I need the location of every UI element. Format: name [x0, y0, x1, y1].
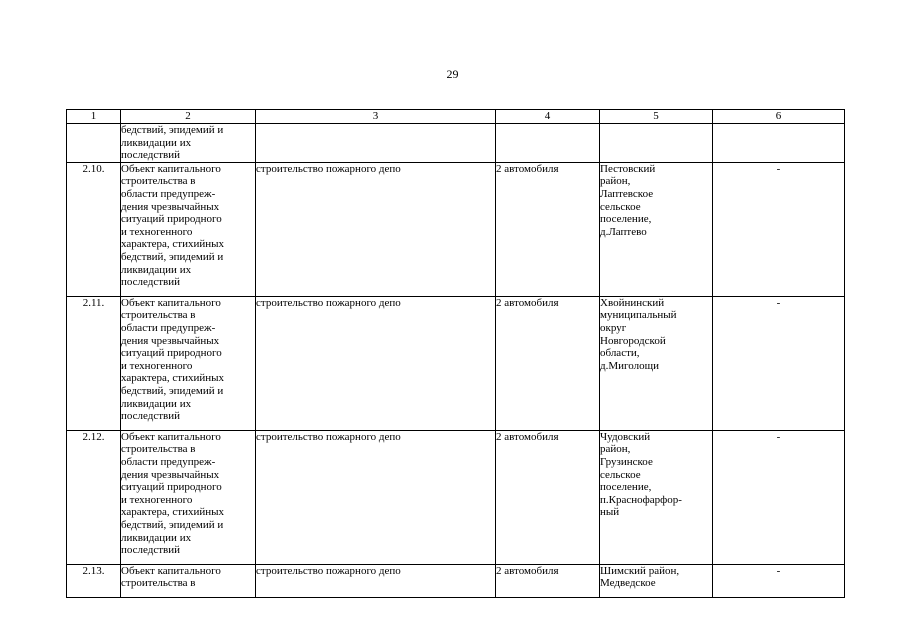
- cell-purpose: строительство пожарного депо: [256, 430, 496, 564]
- cell-purpose: строительство пожарного депо: [256, 162, 496, 296]
- cell-note: -: [713, 430, 845, 564]
- cell-location: Шимский район, Медведское: [600, 564, 713, 597]
- objects-table: [66, 109, 845, 598]
- cell-location: Чудовский район, Грузинское сельское поселение, п.Краснофарфор- ный: [600, 430, 713, 564]
- table-row: [67, 430, 845, 564]
- table-row: [67, 296, 845, 430]
- cell-number: [67, 124, 121, 163]
- cell-number: 2.11.: [67, 296, 121, 430]
- cell-object-name: Объект капитального строительства в области предупреж- дения чрезвычайных ситуаций природного и техногенного характера, стихийных бедствий, эпидемий и ликвидации их последствий: [121, 430, 256, 564]
- cell-characteristic: 2 автомобиля: [496, 564, 600, 597]
- cell-characteristic: 2 автомобиля: [496, 430, 600, 564]
- cell-note: -: [713, 162, 845, 296]
- cell-number: 2.10.: [67, 162, 121, 296]
- column-header: 4: [496, 110, 600, 124]
- cell-number: 2.12.: [67, 430, 121, 564]
- cell-location: [600, 124, 713, 163]
- cell-purpose: строительство пожарного депо: [256, 564, 496, 597]
- column-header: 1: [67, 110, 121, 124]
- cell-characteristic: [496, 124, 600, 163]
- table-header-row: [67, 110, 845, 124]
- cell-characteristic: 2 автомобиля: [496, 296, 600, 430]
- cell-note: -: [713, 564, 845, 597]
- cell-object-name: Объект капитального строительства в: [121, 564, 256, 597]
- column-header: 3: [256, 110, 496, 124]
- column-header: 2: [121, 110, 256, 124]
- table-row-continuation: [67, 124, 845, 163]
- cell-characteristic: 2 автомобиля: [496, 162, 600, 296]
- cell-note: -: [713, 296, 845, 430]
- page-number: 29: [446, 67, 459, 81]
- table-row: [67, 564, 845, 597]
- column-header: 5: [600, 110, 713, 124]
- cell-purpose: строительство пожарного депо: [256, 296, 496, 430]
- cell-object-name: бедствий, эпидемий и ликвидации их последствий: [121, 124, 256, 163]
- cell-location: Хвойнинский муниципальный округ Новгородской области, д.Миголощи: [600, 296, 713, 430]
- cell-purpose: [256, 124, 496, 163]
- column-header: 6: [713, 110, 845, 124]
- cell-number: 2.13.: [67, 564, 121, 597]
- table-row: [67, 162, 845, 296]
- cell-location: Пестовский район, Лаптевское сельское поселение, д.Лаптево: [600, 162, 713, 296]
- cell-object-name: Объект капитального строительства в области предупреж- дения чрезвычайных ситуаций природного и техногенного характера, стихийных бедствий, эпидемий и ликвидации их последствий: [121, 296, 256, 430]
- cell-object-name: Объект капитального строительства в области предупреж- дения чрезвычайных ситуаций природного и техногенного характера, стихийных бедствий, эпидемий и ликвидации их последствий: [121, 162, 256, 296]
- cell-note: [713, 124, 845, 163]
